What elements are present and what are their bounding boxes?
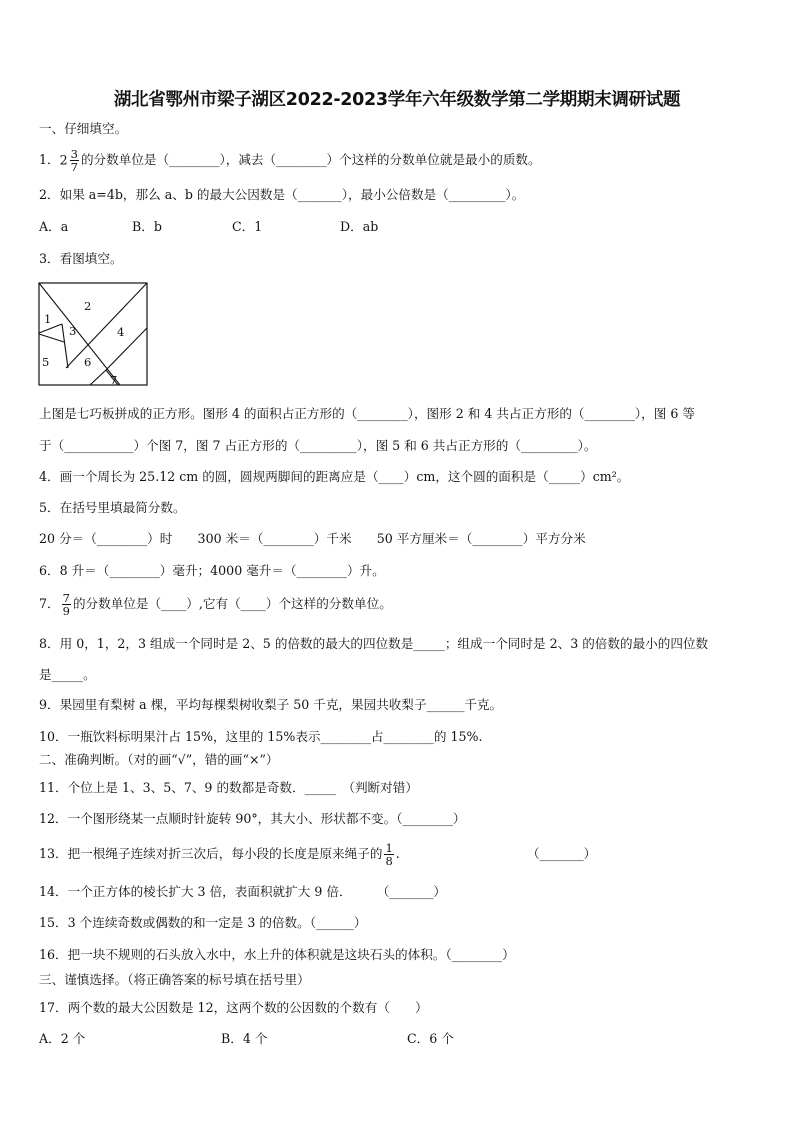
question-13 bbox=[39, 842, 759, 867]
question-1-whole: 2 bbox=[59, 152, 68, 168]
tangram-figure bbox=[38, 282, 150, 388]
question-8-line-1: 8．用 0，1，2，3 组成一个同时是 2、5 的倍数的最大的四位数是_____；组成一个同时是 2、3 的倍数的最小的四位数 bbox=[39, 636, 709, 651]
question-4: 4．画一个周长为 25.12 cm 的圆，圆规两脚间的距离应是（____）cm，这个圆的面积是（_____）cm²。 bbox=[39, 469, 630, 484]
question-7-text: 的分数单位是（____）,它有（____）个这样的分数单位。 bbox=[72, 596, 392, 611]
question-2: 2．如果 a=4b，那么 a、b 的最大公因数是（_______），最小公倍数是（_________）。 bbox=[39, 187, 525, 202]
page-title: 湖北省鄂州市梁子湖区2022-2023学年六年级数学第二学期期末调研试题 bbox=[113, 90, 681, 110]
tangram-diagonal bbox=[39, 283, 120, 385]
question-17-option-c: C．6 个 bbox=[407, 1031, 454, 1046]
question-3-description-2: 于（___________）个图 7，图 7 占正方形的（_________），图 5 和 6 共占正方形的（_________）。 bbox=[39, 438, 597, 453]
section-1-heading: 一、仔细填空。 bbox=[39, 121, 128, 136]
question-17: 17．两个数的最大公因数是 12，这两个数的公因数的个数有（ ） bbox=[39, 1000, 428, 1015]
question-7-number: 7． bbox=[39, 596, 60, 611]
question-1-text: 的分数单位是（________），减去（________）个这样的分数单位就是最小的质数。 bbox=[80, 152, 541, 167]
tangram-anti-diagonal bbox=[66, 283, 147, 368]
question-6: 6．8 升＝（________）毫升；4000 毫升＝（________）升。 bbox=[39, 563, 385, 578]
question-13-fraction: $\frac{1}{8}$ bbox=[385, 841, 393, 868]
question-2-option-b: B．b bbox=[132, 219, 162, 234]
tangram-piece-3-edge bbox=[62, 324, 68, 368]
question-17-option-a: A．2 个 bbox=[39, 1031, 86, 1046]
question-1-fraction: $\frac{3}{7}$ bbox=[70, 147, 78, 174]
question-7-fraction: $\frac{7}{9}$ bbox=[62, 591, 70, 618]
question-15: 15．3 个连续奇数或偶数的和一定是 3 的倍数。（______） bbox=[39, 915, 367, 930]
tangram-label-3: 3 bbox=[69, 324, 77, 338]
question-1 bbox=[39, 148, 541, 173]
tangram-label-1: 1 bbox=[44, 312, 52, 326]
question-12: 12．一个图形绕某一点顺时针旋转 90°，其大小、形状都不变。（________） bbox=[39, 811, 466, 826]
tangram-label-5: 5 bbox=[42, 355, 50, 369]
tangram-label-2: 2 bbox=[84, 299, 92, 313]
tangram-label-6: 6 bbox=[84, 355, 92, 369]
question-13-period: . bbox=[395, 846, 400, 861]
question-11: 11．个位上是 1、3、5、7、9 的数都是奇数．_____ （判断对错） bbox=[39, 780, 418, 795]
question-1-number: 1． bbox=[39, 152, 60, 167]
question-14: 14．一个正方体的棱长扩大 3 倍，表面积就扩大 9 倍． （_______） bbox=[39, 884, 446, 899]
tangram-piece-6-edge bbox=[106, 328, 147, 370]
tangram-outline bbox=[39, 283, 147, 385]
tangram-label-7: 7 bbox=[110, 373, 118, 387]
question-10: 10．一瓶饮料标明果汁占 15%，这里的 15%表示________占________的 15%. bbox=[39, 729, 483, 744]
tangram-piece-5-edge bbox=[39, 334, 64, 342]
question-5: 5．在括号里填最简分数。 bbox=[39, 500, 186, 515]
tangram-label-4: 4 bbox=[117, 325, 125, 339]
section-3-heading: 三、谨慎选择。（将正确答案的标号填在括号里） bbox=[39, 972, 310, 987]
question-3: 3．看图填空。 bbox=[39, 251, 123, 266]
section-2-heading: 二、准确判断。（对的画“√”，错的画“×”） bbox=[39, 752, 279, 767]
question-7 bbox=[39, 592, 392, 617]
question-2-option-c: C．1 bbox=[232, 219, 263, 234]
question-2-option-a: A．a bbox=[39, 219, 69, 234]
question-2-option-d: D．ab bbox=[340, 219, 379, 234]
question-13-blank: （_______） bbox=[527, 846, 597, 861]
tangram-piece-7-edge-a bbox=[90, 370, 106, 385]
question-16: 16．把一块不规则的石头放入水中，水上升的体积就是这块石头的体积。（________） bbox=[39, 947, 515, 962]
question-17-option-b: B．4 个 bbox=[221, 1031, 268, 1046]
question-13-text: 13．把一根绳子连续对折三次后，每小段的长度是原来绳子的 bbox=[39, 846, 383, 861]
question-5-line: 20 分＝（________）时 300 米＝（________）千米 50 平方厘米＝（________）平方分米 bbox=[39, 531, 586, 546]
question-3-description-1: 上图是七巧板拼成的正方形。图形 4 的面积占正方形的（________），图形 2 和 4 共占正方形的（________），图 6 等 bbox=[39, 406, 695, 421]
question-8-line-2: 是_____。 bbox=[39, 667, 96, 682]
question-9: 9．果园里有梨树 a 棵，平均每棵梨树收梨子 50 千克，果园共收梨子______千克。 bbox=[39, 697, 503, 712]
